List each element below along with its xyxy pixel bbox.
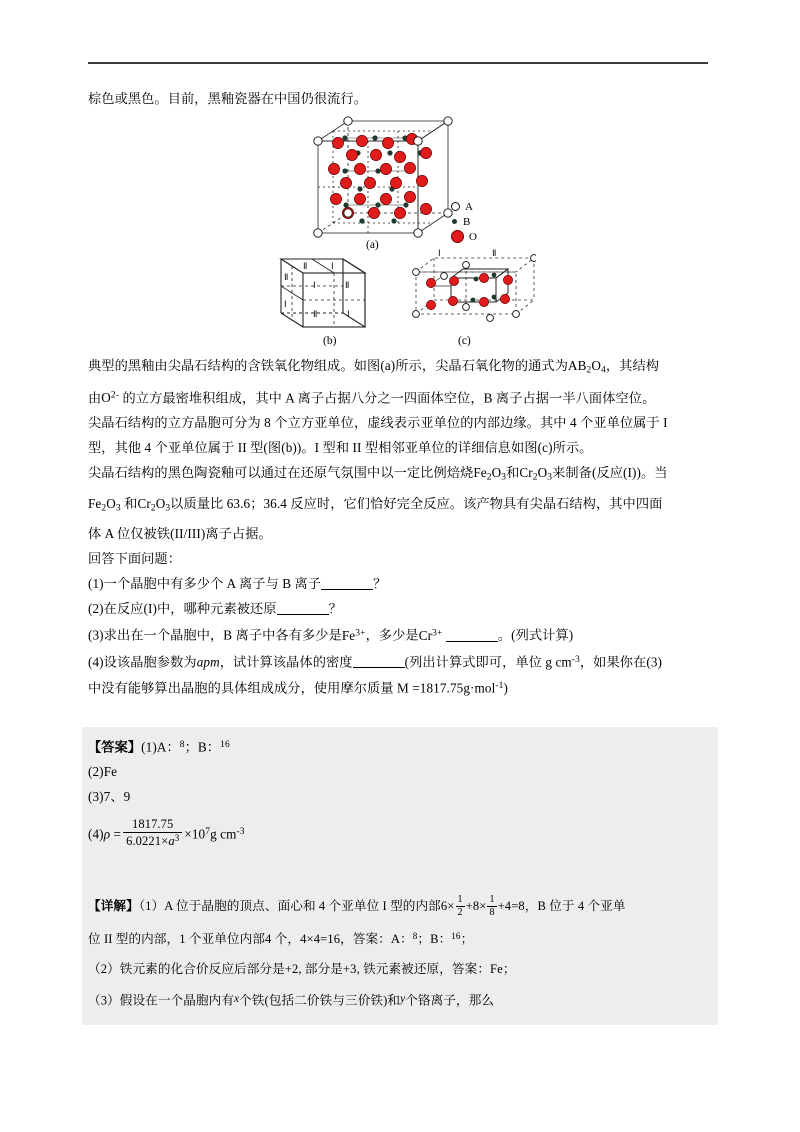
explanation-1-text-b: ，B 位于 4 个亚单 bbox=[524, 899, 626, 913]
answer-4-fraction bbox=[123, 817, 182, 850]
formula-oxide-o: O bbox=[101, 389, 111, 405]
answer-1-mid: ；B： bbox=[184, 739, 221, 755]
body-p1-text-b: ，其结构 bbox=[605, 358, 660, 373]
question-2-suffix: ？ bbox=[328, 601, 342, 617]
explanation-3-value: Fe bbox=[490, 962, 503, 977]
body-p5-and: 和 bbox=[506, 464, 520, 480]
explanation-4-var-x: x bbox=[234, 993, 240, 1006]
answer-4-prefix: (4) bbox=[88, 826, 104, 842]
answer-2 bbox=[88, 759, 708, 784]
explanation-1-mul1: 6× bbox=[440, 899, 455, 913]
svg-text:Ⅱ: Ⅱ bbox=[492, 248, 497, 258]
question-1-answer-blank[interactable] bbox=[321, 589, 373, 590]
answer-4-den-a: a bbox=[168, 834, 175, 849]
explanation-1-fraction-half bbox=[456, 894, 465, 919]
svg-text:Ⅰ: Ⅰ bbox=[347, 309, 350, 319]
formula-fe2o3-2-sub1: 2 bbox=[101, 503, 107, 514]
formula-oxide-ion bbox=[101, 390, 119, 405]
body-p2-text-b: 的立方最密堆积组成，其中 A 离子占据八分之一四面体空位，B 离子占据一半八面体空位。 bbox=[122, 389, 656, 405]
explanation-1-text: （1）A 位于晶胞的顶点、面心和 4 个亚单位 I 型的内部 bbox=[138, 899, 441, 913]
formula-fe2o3-o: O bbox=[491, 464, 502, 480]
body-paragraph-7: 体 A 位仅被铁(II/III)离子占据。 bbox=[88, 526, 272, 542]
explanation-1-frac1-num: 1 bbox=[456, 894, 465, 907]
question-4-cell-parameter: apm bbox=[196, 653, 220, 669]
formula-fe2o3-2-fe: Fe bbox=[88, 495, 102, 511]
answer-4-numerator: 1817.75 bbox=[123, 817, 182, 834]
figure-c-adjacent-subunits bbox=[406, 248, 536, 333]
explanation-label: 【详解】 bbox=[88, 899, 139, 913]
explanation-3-end: ； bbox=[502, 962, 516, 977]
formula-cr2o3-2-cr: Cr bbox=[137, 495, 151, 511]
open-circle-icon bbox=[451, 202, 460, 211]
question-1-text: (1)一个晶胞中有多少个 A 离子与 B 离子 bbox=[88, 576, 322, 592]
body-p5-text-a: 尖晶石结构的黑色陶瓷釉可以通过在还原气氛围中以一定比例焙烧 bbox=[88, 464, 474, 480]
answer-4-den-coeff: 6.0221× bbox=[126, 834, 169, 849]
explanation-2-value-b: 16 bbox=[451, 931, 461, 941]
formula-fe3plus-fe: Fe bbox=[341, 627, 356, 643]
formula-ab2o4 bbox=[568, 358, 606, 376]
legend-entry-b bbox=[451, 214, 477, 229]
question-2 bbox=[88, 596, 710, 621]
formula-cr2o3-1 bbox=[519, 464, 553, 483]
explanation-4 bbox=[88, 984, 712, 1015]
legend-entry-o bbox=[451, 229, 477, 244]
question-4-line2-text: 中没有能够算出晶胞的具体组成成分，使用摩尔质量 M =1817.75g·mol bbox=[88, 680, 496, 696]
explanation-1-frac2-num: 1 bbox=[487, 894, 496, 907]
body-paragraph-1 bbox=[88, 353, 710, 384]
question-3-text: (3)求出在一个晶胞中，B 离子中各有多少是 bbox=[88, 627, 342, 643]
explanation-2 bbox=[88, 921, 712, 954]
formula-fe2o3-sub1: 2 bbox=[486, 472, 492, 483]
explanation-2-value-a: 8 bbox=[412, 931, 418, 941]
explanation-2-end: ； bbox=[460, 932, 474, 947]
explanation-1-frac1-den: 2 bbox=[457, 907, 463, 919]
answer-1 bbox=[88, 733, 708, 759]
question-4-answer-blank[interactable] bbox=[353, 667, 405, 668]
header-rule bbox=[88, 62, 708, 64]
formula-cr3plus bbox=[419, 628, 443, 643]
question-1-suffix: ？ bbox=[373, 576, 387, 592]
formula-ab2o4-ab: AB bbox=[568, 358, 587, 373]
formula-fe2o3-2-o: O bbox=[106, 495, 116, 511]
explanation-1 bbox=[88, 891, 712, 921]
svg-text:Ⅰ: Ⅰ bbox=[313, 280, 316, 290]
question-4-suffix2: ，如果你在(3) bbox=[579, 653, 663, 669]
body-p6-text: 以质量比 63.6；36.4 反应时，它们恰好完全反应。该产物具有尖晶石结构，其中四面 bbox=[170, 495, 663, 511]
explanation-4-var-y: y bbox=[400, 993, 406, 1006]
explanation-block-content bbox=[88, 891, 712, 1015]
explanation-4-text: （3）假设在一个晶胞内有 bbox=[88, 993, 235, 1008]
explanation-2-calculation: 4×4=16 bbox=[300, 932, 341, 947]
answer-block bbox=[82, 727, 718, 885]
formula-fe2o3-2 bbox=[88, 495, 121, 514]
body-paragraph-2 bbox=[88, 384, 710, 410]
explanation-3 bbox=[88, 954, 712, 984]
answer-4-denominator bbox=[123, 833, 182, 850]
large-red-circle-icon bbox=[451, 230, 464, 243]
body-paragraph-3: 尖晶石结构的立方晶胞可分为 8 个立方亚单位，虚线表示亚单位的内部边缘。其中 4 个亚单位属于 I bbox=[88, 414, 668, 430]
intro-line: 棕色或黑色。目前，黑釉瓷器在中国仍很流行。 bbox=[88, 91, 368, 106]
figure-b-subunit-box bbox=[273, 255, 393, 335]
question-2-text: (2)在反应(I)中，哪种元素被还原 bbox=[88, 601, 277, 617]
figure-a-legend bbox=[451, 199, 477, 244]
explanation-1-plus1: +8× bbox=[465, 899, 487, 913]
body-paragraph-4: 型，其他 4 个亚单位属于 II 型(图(b))。I 型和 II 型相邻亚单位的详细信息如图(c)所示。 bbox=[88, 439, 593, 455]
figure-group bbox=[88, 113, 710, 353]
answer-1-value-a: 8 bbox=[179, 740, 185, 750]
formula-fe2o3-fe: Fe bbox=[473, 464, 487, 480]
svg-text:Ⅰ: Ⅰ bbox=[331, 261, 334, 271]
answer-2-value: Fe bbox=[103, 764, 118, 780]
question-4-unit-exponent: -3 bbox=[571, 654, 580, 665]
answer-4 bbox=[88, 809, 708, 857]
answer-4-exponent: 7 bbox=[205, 827, 211, 838]
formula-ab2o4-sub1: 2 bbox=[586, 365, 592, 376]
question-1 bbox=[88, 571, 710, 596]
body-p1-text-a: 典型的黑釉由尖晶石结构的含铁氧化物组成。如图(a)所示，尖晶石氧化物的通式为 bbox=[88, 358, 568, 373]
legend-label-b: B bbox=[463, 215, 471, 228]
explanation-2-mid: ；B： bbox=[417, 932, 452, 947]
question-3 bbox=[88, 621, 710, 647]
question-4-text: (4)设该晶胞参数为 bbox=[88, 653, 197, 669]
figure-c-caption: (c) bbox=[458, 335, 471, 347]
formula-cr2o3-2-sub2: 3 bbox=[165, 503, 171, 514]
formula-oxide-charge: 2- bbox=[110, 390, 120, 401]
question-2-answer-blank[interactable] bbox=[277, 614, 329, 615]
formula-fe2o3-sub2: 3 bbox=[501, 472, 507, 483]
legend-label-o: O bbox=[469, 230, 477, 243]
formula-cr2o3-2-o: O bbox=[155, 495, 166, 511]
answer-1-value-b: 16 bbox=[220, 740, 230, 750]
formula-fe3plus-charge: 3+ bbox=[355, 628, 366, 639]
formula-cr2o3-2 bbox=[137, 495, 171, 514]
explanation-1-frac2-den: 8 bbox=[489, 907, 495, 919]
small-dark-circle-icon bbox=[452, 219, 457, 224]
formula-fe3plus bbox=[342, 628, 366, 643]
body-paragraph-5 bbox=[88, 460, 710, 491]
formula-cr2o3-sub2: 3 bbox=[547, 472, 553, 483]
answer-4-unit-exponent: -3 bbox=[236, 827, 245, 838]
body-paragraph-8: 回答下面问题： bbox=[88, 551, 182, 567]
svg-text:Ⅱ: Ⅱ bbox=[313, 309, 318, 319]
figure-b-caption: (b) bbox=[323, 335, 337, 347]
explanation-4-end: 个铬离子，那么 bbox=[405, 993, 495, 1008]
explanation-1-plus2: +4=8 bbox=[497, 899, 525, 913]
explanation-2-text: 位 II 型的内部，1 个亚单位内部4 个， bbox=[88, 932, 301, 947]
svg-text:Ⅱ: Ⅱ bbox=[303, 261, 308, 271]
answer-3: (3)7、9 bbox=[88, 789, 131, 805]
answer-block-content bbox=[88, 733, 708, 858]
answer-4-rho-symbol: ρ bbox=[103, 826, 111, 842]
formula-ab2o4-sub2: 4 bbox=[601, 365, 606, 376]
svg-text:Ⅰ: Ⅰ bbox=[438, 248, 441, 258]
body-p6-and: 和 bbox=[124, 495, 138, 511]
answer-4-times-ten: ×10 bbox=[184, 826, 206, 842]
explanation-4-mid: 个铁(包括二价铁与三价铁)和 bbox=[239, 993, 401, 1008]
formula-cr3plus-cr: Cr bbox=[418, 627, 433, 643]
explanation-1-fraction-eighth bbox=[487, 894, 496, 919]
formula-cr2o3-o: O bbox=[537, 464, 548, 480]
formula-cr2o3-2-sub1: 2 bbox=[150, 503, 156, 514]
formula-fe2o3-1 bbox=[473, 464, 507, 483]
body-p2-text-a: 由 bbox=[88, 389, 102, 405]
question-3-suffix: 。(列式计算) bbox=[497, 627, 574, 643]
answer-1-prefix: (1)A： bbox=[141, 739, 180, 755]
legend-entry-a bbox=[451, 199, 477, 214]
document-content bbox=[88, 86, 710, 700]
answer-4-equals: = bbox=[113, 826, 122, 842]
answer-label: 【答案】 bbox=[88, 739, 142, 755]
answer-4-unit: g cm bbox=[210, 826, 237, 842]
formula-cr3plus-charge: 3+ bbox=[432, 628, 443, 639]
question-3-answer-blank[interactable] bbox=[446, 641, 498, 642]
question-4-molar-exponent: -1 bbox=[495, 680, 504, 691]
explanation-3-text: （2）铁元素的化合价反应后部分是+2, 部分是+3, 铁元素被还原，答案： bbox=[88, 962, 491, 977]
svg-text:Ⅱ: Ⅱ bbox=[345, 280, 350, 290]
body-p5-text-b: 来制备(反应(I))。当 bbox=[552, 464, 668, 480]
question-4-line2 bbox=[88, 674, 710, 700]
explanation-2-text-b: ，答案：A： bbox=[340, 932, 413, 947]
svg-text:Ⅰ: Ⅰ bbox=[284, 299, 287, 309]
formula-cr2o3-sub1: 2 bbox=[532, 472, 538, 483]
question-3-mid: ，多少是 bbox=[365, 627, 419, 643]
explanation-block bbox=[82, 885, 718, 1025]
question-4-line2-end: ) bbox=[503, 680, 508, 696]
question-4-suffix: (列出计算式即可，单位 g cm bbox=[404, 653, 572, 669]
body-paragraph-6 bbox=[88, 491, 710, 522]
answer-2-prefix: (2) bbox=[88, 764, 104, 780]
question-4-mid: ，试计算该晶体的密度 bbox=[219, 653, 353, 669]
question-4 bbox=[88, 648, 710, 674]
formula-ab2o4-o: O bbox=[591, 358, 602, 373]
legend-label-a: A bbox=[465, 200, 473, 213]
figure-a-caption: (a) bbox=[366, 239, 379, 251]
answer-4-den-exponent: 3 bbox=[174, 833, 180, 844]
formula-fe2o3-2-sub2: 3 bbox=[115, 503, 121, 514]
formula-cr2o3-cr: Cr bbox=[519, 464, 533, 480]
svg-text:Ⅱ: Ⅱ bbox=[284, 272, 289, 282]
